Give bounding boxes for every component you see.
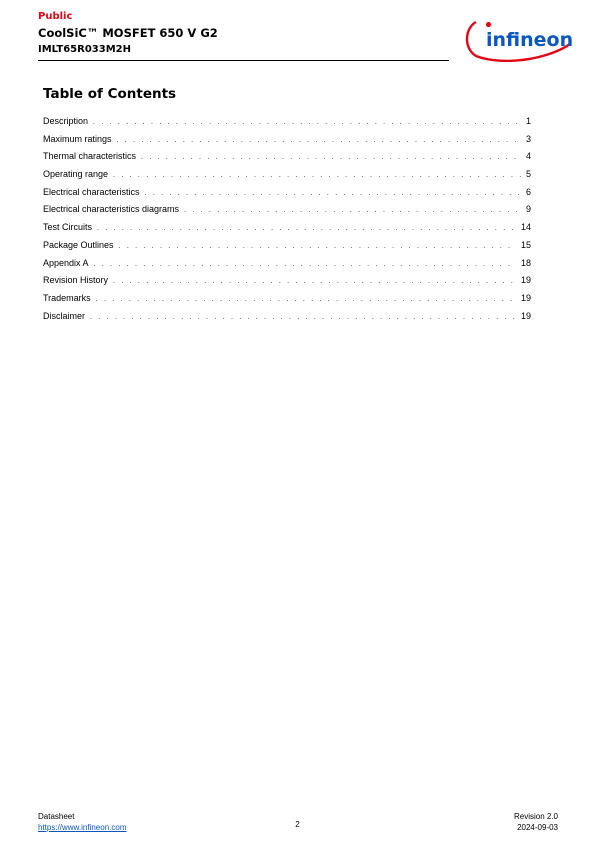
toc-dot-leader — [90, 311, 517, 321]
toc-entry-page: 19 — [520, 292, 531, 303]
toc-entry-page: 14 — [520, 222, 531, 233]
toc-entry[interactable] — [43, 275, 531, 293]
toc-list — [43, 116, 531, 328]
toc-dot-leader — [96, 293, 517, 303]
footer-date: 2024-09-03 — [517, 823, 558, 832]
toc-entry[interactable] — [43, 187, 531, 205]
footer-page-number: 2 — [295, 820, 300, 829]
toc-dot-leader — [117, 134, 522, 144]
footer-doc-type: Datasheet — [38, 812, 75, 821]
part-number: IMLT65R033M2H — [38, 44, 131, 55]
toc-entry-page: 1 — [525, 116, 531, 126]
toc-entry-title: Electrical characteristics diagrams — [43, 204, 180, 215]
toc-entry[interactable] — [43, 204, 531, 222]
toc-entry-title: Trademarks — [43, 292, 91, 303]
toc-entry-page: 5 — [525, 169, 531, 180]
toc-dot-leader — [145, 187, 522, 197]
footer-website-link[interactable]: https://www.infineon.com — [38, 823, 127, 832]
toc-entry[interactable] — [43, 293, 531, 311]
toc-entry-page: 18 — [520, 257, 531, 268]
footer-revision: Revision 2.0 — [513, 812, 558, 821]
toc-dot-leader — [141, 151, 522, 161]
toc-dot-leader — [97, 222, 517, 232]
toc-entry-title: Electrical characteristics — [43, 186, 140, 197]
toc-entry[interactable] — [43, 240, 531, 258]
toc-entry[interactable] — [43, 169, 531, 187]
toc-entry-title: Description — [43, 116, 89, 126]
toc-entry-page: 3 — [525, 133, 531, 144]
toc-dot-leader — [94, 258, 517, 268]
toc-entry-page: 4 — [525, 151, 531, 162]
logo-dot — [486, 22, 491, 27]
toc-entry-page: 6 — [525, 186, 531, 197]
toc-dot-leader — [184, 204, 522, 214]
toc-dot-leader — [113, 275, 517, 285]
toc-entry-title: Disclaimer — [43, 310, 86, 321]
toc-entry[interactable] — [43, 222, 531, 240]
logo-wordmark: infineon — [486, 29, 574, 51]
toc-entry-page: 9 — [525, 204, 531, 215]
toc-entry-title: Test Circuits — [43, 222, 93, 233]
toc-entry[interactable] — [43, 151, 531, 169]
toc-entry[interactable] — [43, 258, 531, 276]
toc-entry[interactable] — [43, 134, 531, 152]
toc-entry-page: 19 — [520, 275, 531, 286]
product-title: CoolSiC™ MOSFET 650 V G2 — [38, 26, 218, 40]
toc-dot-leader — [93, 116, 522, 126]
toc-entry-title: Operating range — [43, 169, 109, 180]
toc-entry-page: 19 — [520, 310, 531, 321]
toc-entry-title: Appendix A — [43, 257, 89, 268]
toc-entry-title: Package Outlines — [43, 239, 114, 250]
toc-entry-page: 15 — [520, 239, 531, 250]
toc-entry-title: Thermal characteristics — [43, 151, 137, 162]
toc-heading: Table of Contents — [43, 86, 177, 102]
classification-label: Public — [38, 11, 73, 22]
toc-dot-leader — [119, 240, 517, 250]
toc-entry-title: Revision History — [43, 275, 109, 286]
footer-right — [514, 811, 558, 833]
header-divider — [38, 60, 449, 61]
toc-entry-title: Maximum ratings — [43, 133, 112, 144]
infineon-logo — [462, 18, 574, 62]
toc-dot-leader — [113, 169, 522, 179]
toc-entry[interactable] — [43, 116, 531, 134]
toc-entry[interactable] — [43, 311, 531, 329]
